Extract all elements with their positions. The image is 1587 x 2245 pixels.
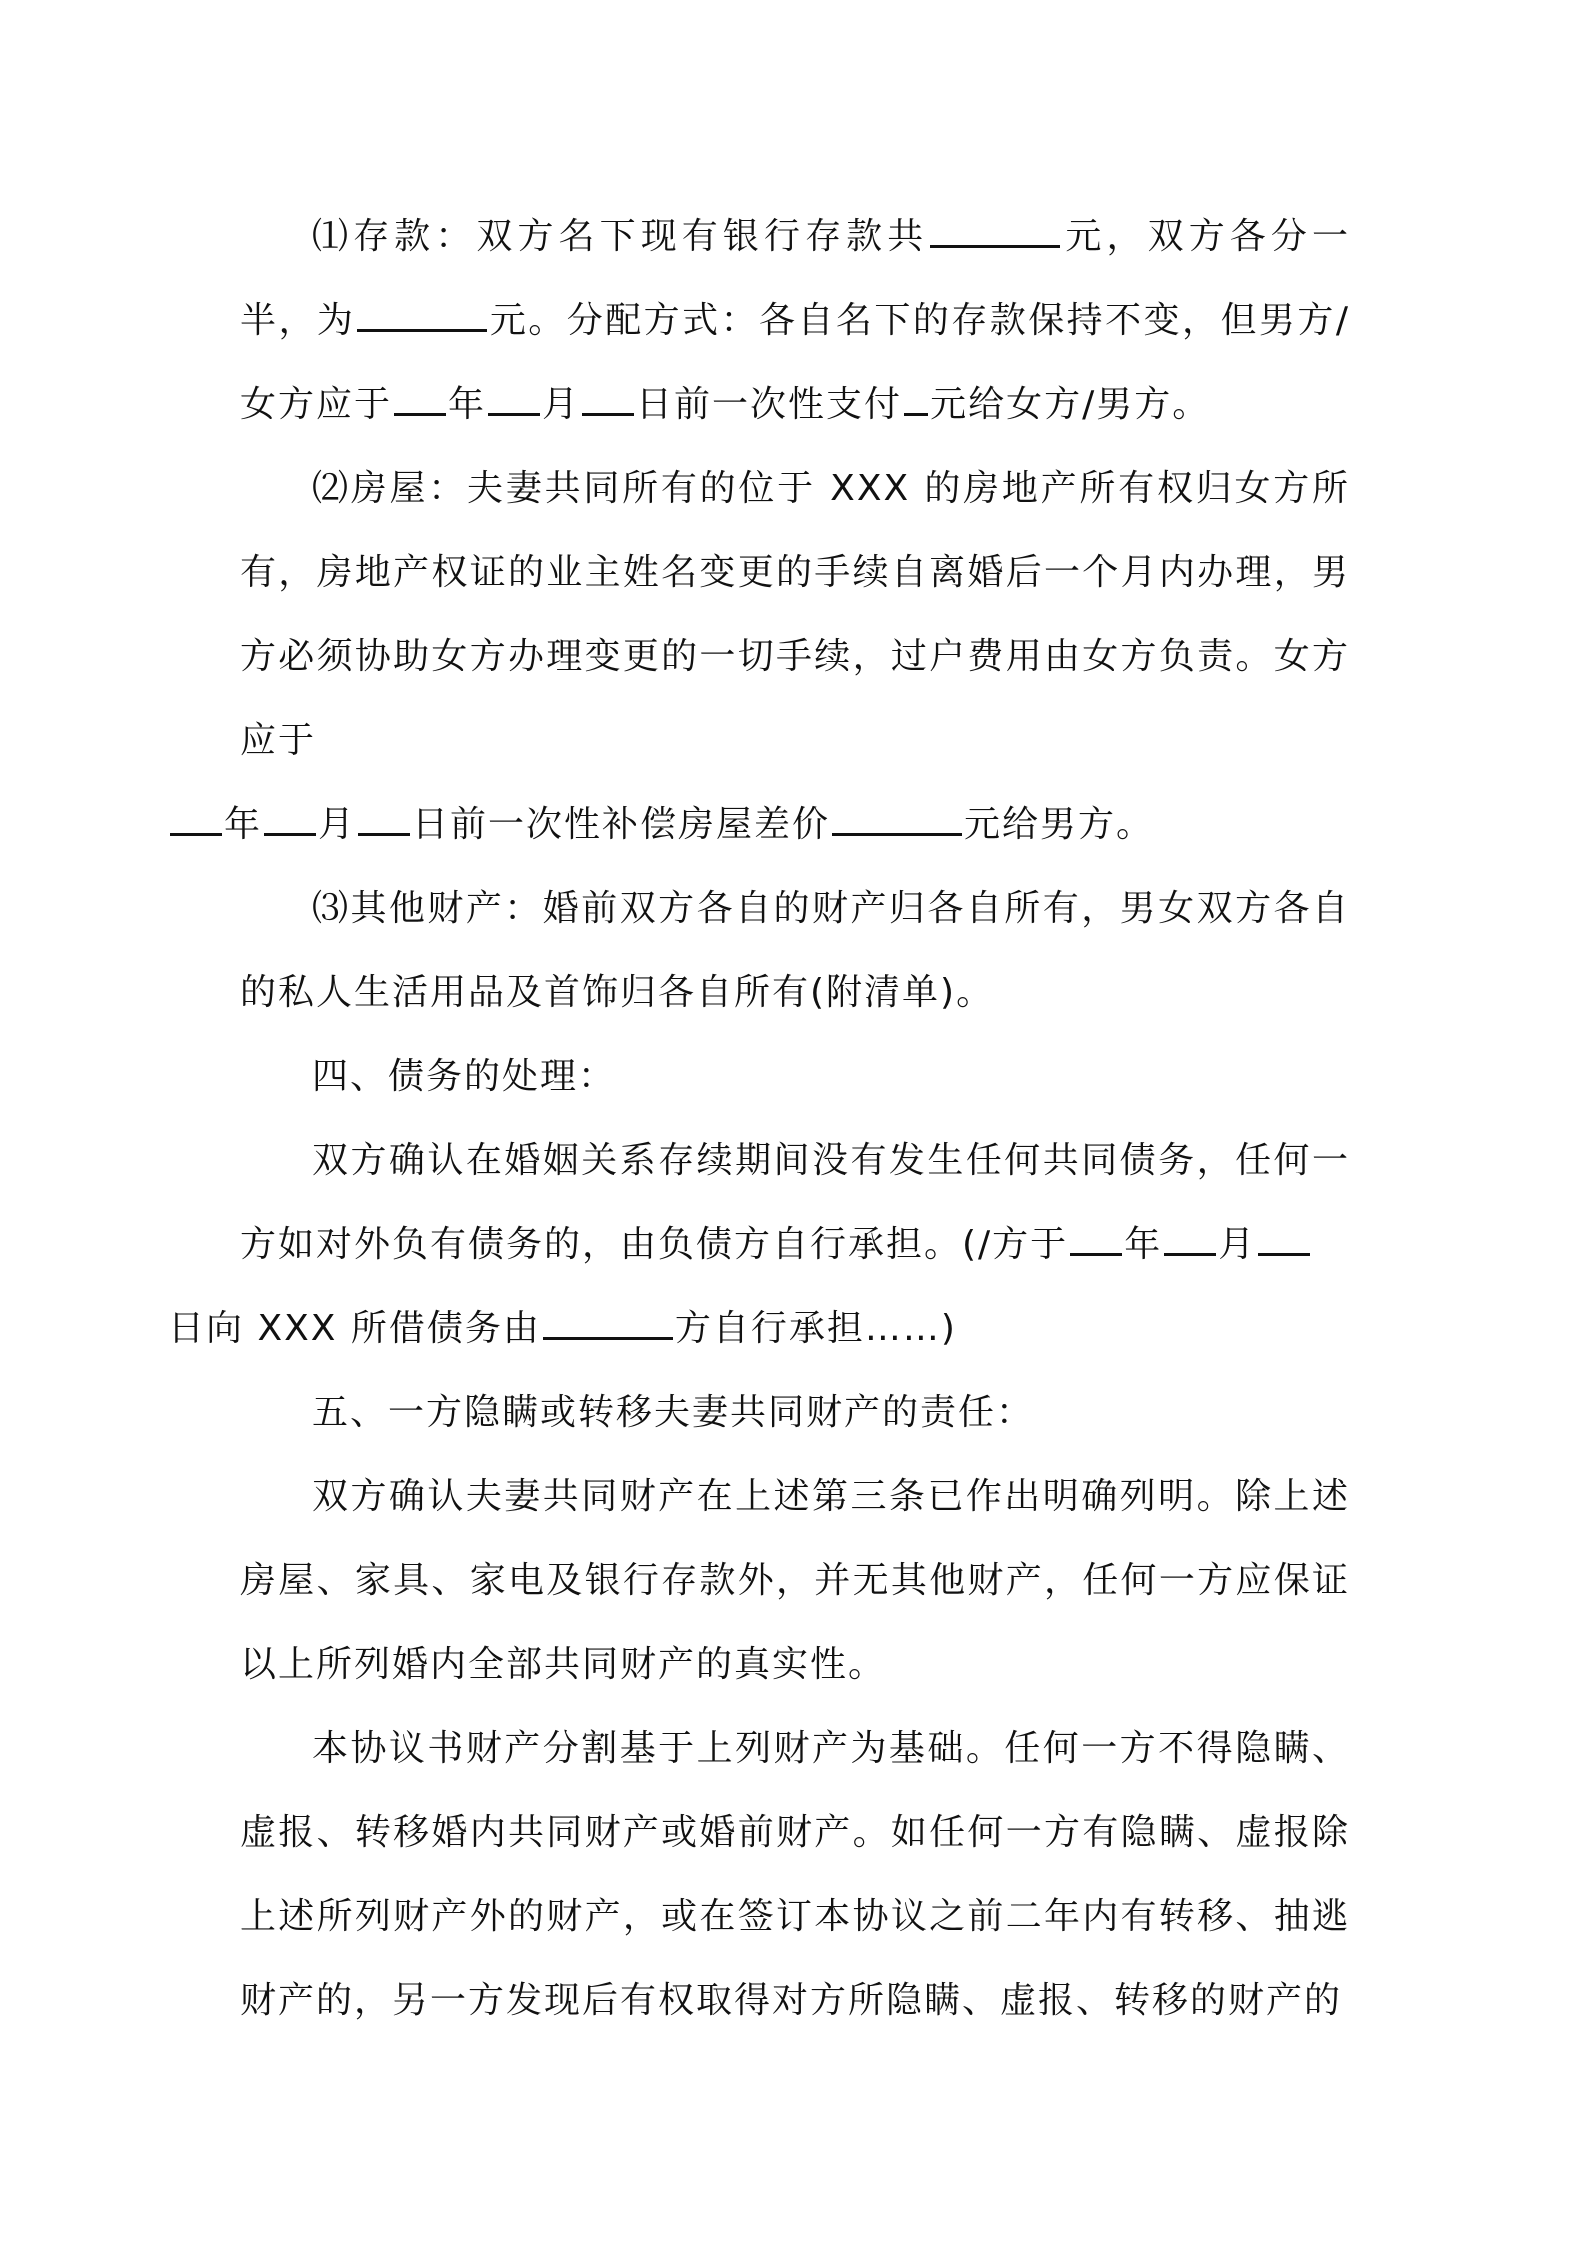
blank-day[interactable] (582, 379, 634, 416)
blank-payment-amount[interactable] (904, 379, 928, 416)
blank-debtor-party[interactable] (543, 1303, 673, 1340)
blank-year[interactable] (170, 799, 222, 836)
blank-year[interactable] (1070, 1219, 1122, 1256)
blank-day[interactable] (1258, 1219, 1310, 1256)
blank-deposit-half[interactable] (357, 295, 487, 332)
blank-month[interactable] (488, 379, 540, 416)
blank-month[interactable] (1164, 1219, 1216, 1256)
paragraph-property-confirmation: 双方确认夫妻共同财产在上述第三条已作出明确列明。除上述房屋、家具、家电及银行存款外，并无其他财产，任何一方应保证以上所列婚内全部共同财产的真实性。 (240, 1476, 1350, 1685)
paragraph-debts: 双方确认在婚姻关系存续期间没有发生任何共同债务，任何一方如对外负有债务的，由负债方自行承担。(/方于 年 月 日向 XXX 所借债务由 方自行承担……) (168, 1140, 1350, 1349)
blank-month[interactable] (264, 799, 316, 836)
section-heading-debts: 四、债务的处理： (312, 1056, 617, 1097)
paragraph-other-property: ⑶其他财产：婚前双方各自的财产归各自所有，男女双方各自的私人生活用品及首饰归各自所有(附清单)。 (240, 888, 1350, 1013)
blank-year[interactable] (394, 379, 446, 416)
paragraph-property-division: 本协议书财产分割基于上列财产为基础。任何一方不得隐瞒、虚报、转移婚内共同财产或婚前财产。如任何一方有隐瞒、虚报除上述所列财产外的财产，或在签订本协议之前二年内有转移、抽逃财产的，另一方发现后有权取得对方所隐瞒、虚报、转移的财产的 (240, 1728, 1350, 2021)
document-body (168, 195, 1350, 2043)
blank-deposit-total[interactable] (930, 211, 1060, 248)
section-heading-concealment: 五、一方隐瞒或转移夫妻共同财产的责任： (312, 1392, 1035, 1433)
paragraph-house: ⑵房屋：夫妻共同所有的位于 XXX 的房地产所有权归女方所有，房地产权证的业主姓名变更的手续自离婚后一个月内办理，男方必须协助女方办理变更的一切手续，过户费用由女方负责。女方应于 年 月 日前一次性补偿房屋差价 元给男方。 (240, 447, 1350, 867)
blank-day[interactable] (358, 799, 410, 836)
paragraph-deposit: ⑴存款：双方名下现有银行存款共 元，双方各分一半，为 元。分配方式：各自名下的存款保持不变，但男方/女方应于 年 月 日前一次性支付 元给女方/男方。 (240, 195, 1350, 447)
blank-house-compensation[interactable] (832, 799, 962, 836)
